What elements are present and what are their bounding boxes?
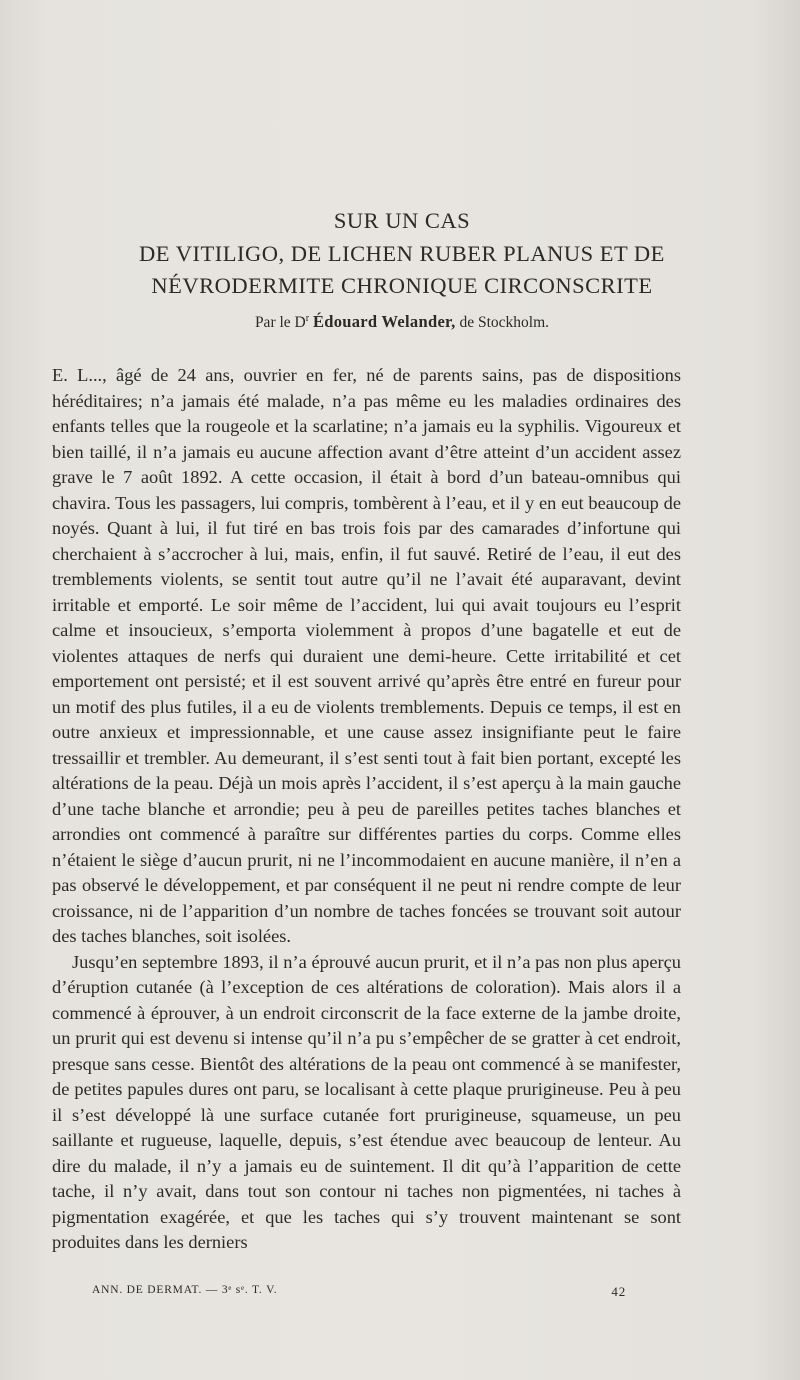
- author-byline: [52, 312, 752, 332]
- body-paragraph-2: Jusqu’en septembre 1893, il n’a éprouvé aucun prurit, et il n’a pas non plus aperçu d’éruption cutanée (à l’exception de ces altérations de coloration). Mais alors il a commencé à éprouver, à un endroit circonscrit de la face externe de la jambe droite, un prurit qui est devenu si intense qu’il n’a pu s’empêcher de se gratter à cet endroit, presque sans cesse. Bientôt des altérations de la peau ont commencé à se manifester, de petites papules dures ont paru, se localisant à cette plaque prurigineuse. Peu à peu il s’est développé là une surface cutanée fort prurigineuse, squameuse, un peu saillante et rugueuse, laquelle, depuis, s’est étendue avec beaucoup de lenteur. Au dire du malade, il n’y a jamais eu de suintement. Il dit qu’à l’apparition de cette tache, il n’y avait, dans tout son contour ni taches non pigmentées, ni taches à pigmentation exagérée, et que les taches qui s’y trouvent maintenant se sont produites dans les derniers: [52, 951, 681, 1252]
- author-name: Édouard Welander,: [312, 312, 456, 331]
- byline-superscript: r: [305, 312, 310, 324]
- body-paragraph-1: E. L..., âgé de 24 ans, ouvrier en fer, né de parents sains, pas de dispositions héréditaires; n’a jamais été malade, n’a pas même eu les maladies ordinaires des enfants telles que la rougeole et la scarlatine; n’a jamais eu la syphilis. Vigoureux et bien taillé, il n’a jamais eu aucune affection avant d’être atteint d’un accident assez grave le 7 août 1892. A cette occasion, il était à bord d’un bateau-omnibus qui chavira. Tous les passagers, lui compris, tombèrent à l’eau, et il y en eut beaucoup de noyés. Quant à lui, il fut tiré en bas trois fois par des camarades d’infortune qui cherchaient à s’accrocher à lui, mais, enfin, il fut sauvé. Retiré de l’eau, il eut des tremblements violents, se sentit tout autre qu’il ne l’avait été auparavant, devint irritable et emporté. Le soir même de l’accident, lui qui avait toujours eu l’esprit calme et insoucieux, s’emporta violemment à propos d’une bagatelle et eut de violentes attaques de nerfs qui duraient une demi-heure. Cette irritabilité et cet emportement ont persisté; et il est souvent arrivé qu’après être entré en fureur pour un motif des plus futiles, il a eu de violents tremblements. Depuis ce temps, il est en outre anxieux et impressionnable, et une cause assez insignifiante peut le faire tressaillir et trembler. Au demeurant, il s’est senti tout à fait bien portant, excepté les altérations de la peau. Déjà un mois après l’accident, il s’est aperçu à la main gauche d’une tache blanche et arrondie; peu à peu de pareilles petites taches blanches et arrondies ont commencé à paraître sur différentes parties du corps. Comme elles n’étaient le siège d’aucun prurit, ni ne l’incommodaient en aucune manière, il n’en a pas observé le développement, et par conséquent il ne peut ni rendre compte de leur croissance, ni de l’apparition d’un nombre de taches foncées se trouvant soit autour des taches blanches, soit isolées.: [52, 365, 681, 946]
- running-head: ANN. DE DERMAT. — 3ᵉ sᵉ. T. V.: [92, 1284, 278, 1296]
- title-line-3: NÉVRODERMITE CHRONIQUE CIRCONSCRITE: [151, 273, 653, 298]
- byline-suffix: de Stockholm.: [455, 314, 550, 331]
- article-body: [52, 363, 681, 1256]
- article-title: [52, 205, 752, 302]
- title-line-1: SUR UN CAS: [333, 208, 471, 233]
- byline-prefix: Par le D: [254, 314, 306, 331]
- page-number: 42: [611, 1284, 626, 1299]
- title-line-2: DE VITILIGO, DE LICHEN RUBER PLANUS ET DE: [139, 241, 665, 266]
